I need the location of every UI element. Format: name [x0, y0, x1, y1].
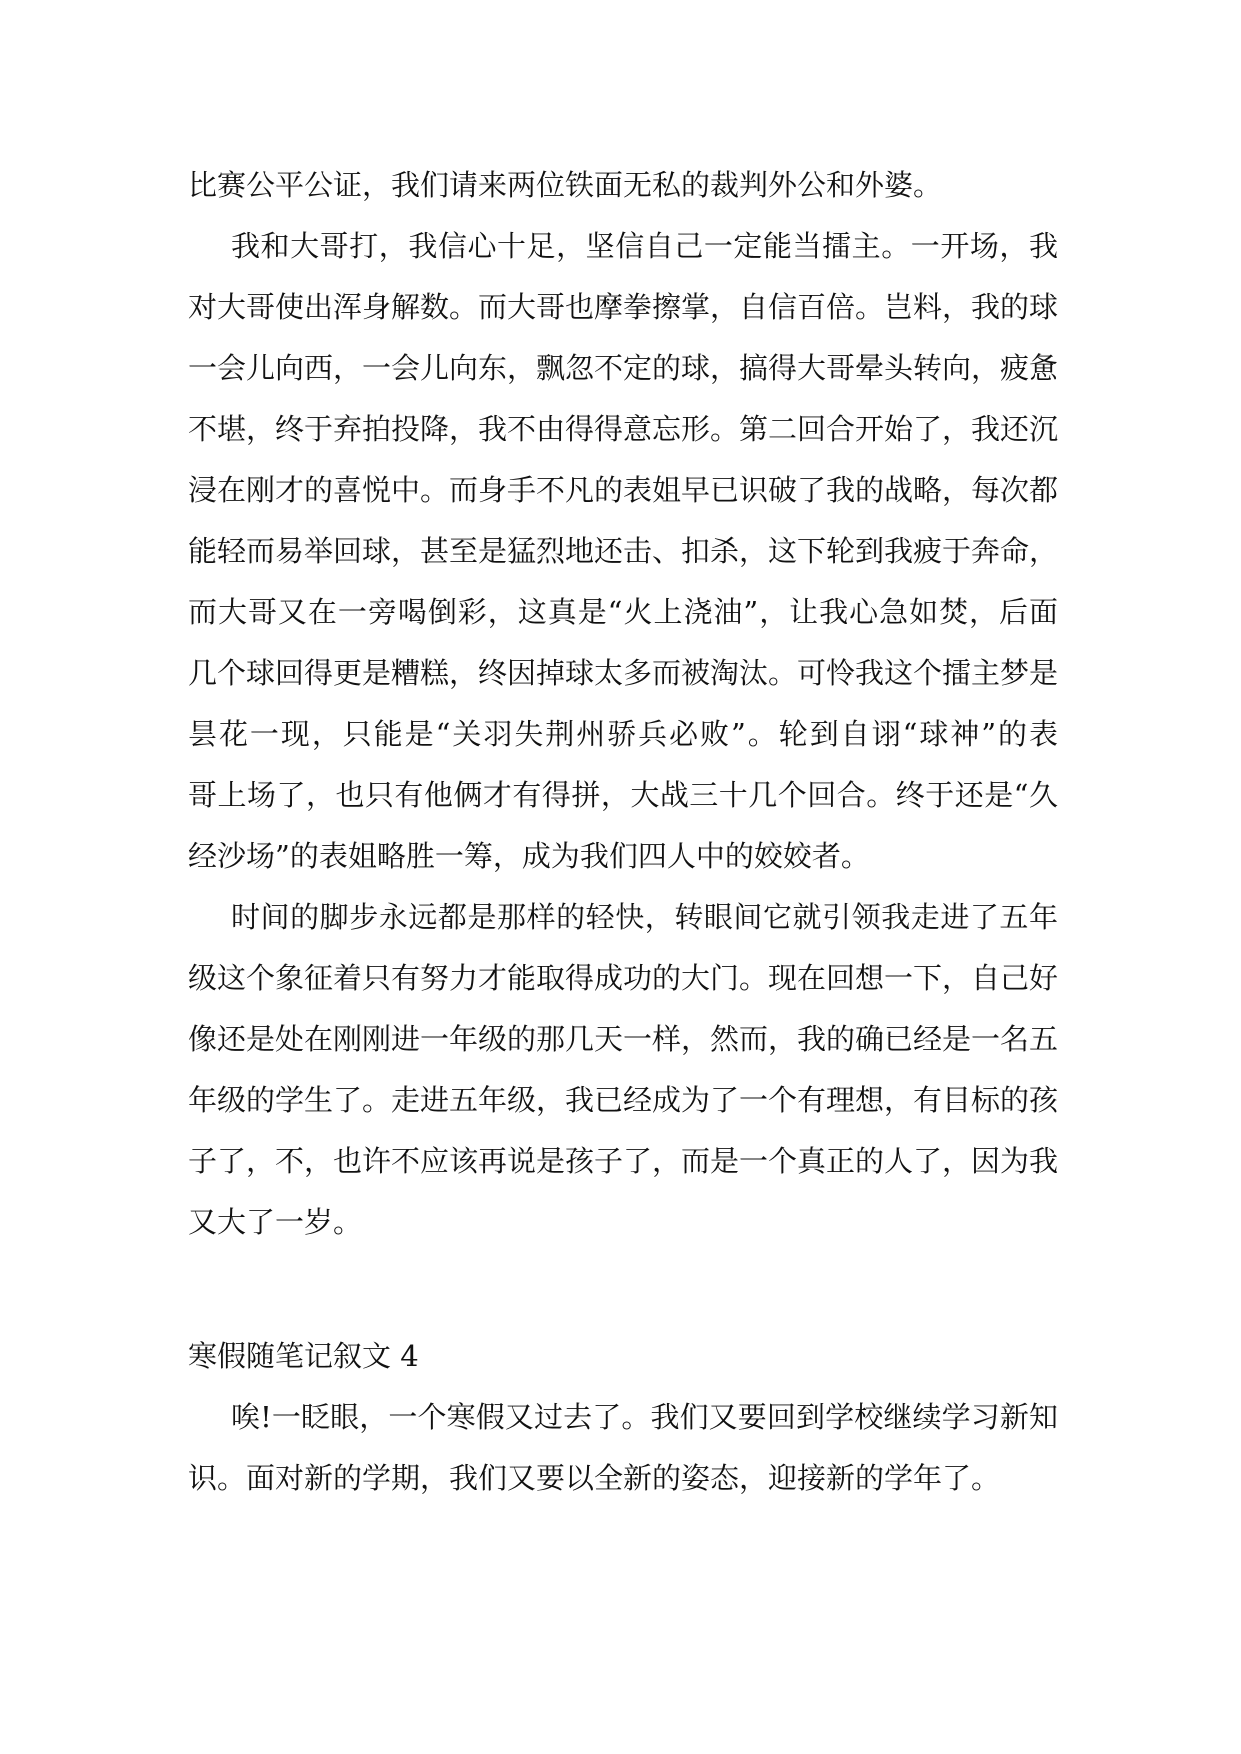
- paragraph-line: 识。面对新的学期，我们又要以全新的姿态，迎接新的学年了。: [188, 1461, 1001, 1495]
- paragraph-2: [188, 216, 1058, 887]
- paragraph-line: 比赛公平公证，我们请来两位铁面无私的裁判外公和外婆。: [188, 168, 943, 202]
- paragraph-line: 昙花一现，只能是“关羽失荆州骄兵必败”。轮到自诩“球神”的表: [188, 717, 1058, 751]
- paragraph-line: 哥上场了，也只有他俩才有得拼，大战三十几个回合。终于还是“久: [188, 778, 1058, 812]
- paragraph-line: 时间的脚步永远都是那样的轻快，转眼间它就引领我走进了五年: [231, 900, 1058, 934]
- paragraph-3: [188, 887, 1058, 1253]
- paragraph-line: 一会儿向西，一会儿向东，飘忽不定的球，搞得大哥晕头转向，疲惫: [188, 351, 1059, 385]
- paragraph-line: 不堪，终于弃拍投降，我不由得得意忘形。第二回合开始了，我还沉: [188, 412, 1059, 446]
- paragraph-line: 几个球回得更是糟糕，终因掉球太多而被淘汰。可怜我这个擂主梦是: [188, 656, 1059, 690]
- paragraph-line: 又大了一岁。: [188, 1205, 363, 1239]
- paragraph-line: 唉!一眨眼，一个寒假又过去了。我们又要回到学校继续学习新知: [231, 1400, 1058, 1434]
- paragraph-1: [188, 155, 1058, 216]
- paragraph-line: 而大哥又在一旁喝倒彩，这真是“火上浇油”，让我心急如焚，后面: [188, 595, 1058, 629]
- paragraph-line: 年级的学生了。走进五年级，我已经成为了一个有理想，有目标的孩: [188, 1083, 1059, 1117]
- paragraph-line: 子了，不，也许不应该再说是孩子了，而是一个真正的人了，因为我: [188, 1144, 1059, 1178]
- paragraph-line: 像还是处在刚刚进一年级的那几天一样，然而，我的确已经是一名五: [188, 1022, 1059, 1056]
- section-spacer: [188, 1253, 1058, 1326]
- paragraph-line: 级这个象征着只有努力才能取得成功的大门。现在回想一下，自己好: [188, 961, 1059, 995]
- paragraph-line: 经沙场”的表姐略胜一筹，成为我们四人中的姣姣者。: [188, 839, 870, 873]
- document-body: [188, 155, 1058, 1509]
- paragraph-line: 能轻而易举回球，甚至是猛烈地还击、扣杀，这下轮到我疲于奔命，: [188, 534, 1059, 568]
- paragraph-line: 对大哥使出浑身解数。而大哥也摩拳擦掌，自信百倍。岂料，我的球: [188, 290, 1059, 324]
- paragraph-line: 浸在刚才的喜悦中。而身手不凡的表姐早已识破了我的战略，每次都: [188, 473, 1059, 507]
- paragraph-4: [188, 1387, 1058, 1509]
- section-heading: 寒假随笔记叙文 4: [188, 1339, 419, 1373]
- paragraph-line: 我和大哥打，我信心十足，坚信自己一定能当擂主。一开场，我: [231, 229, 1058, 263]
